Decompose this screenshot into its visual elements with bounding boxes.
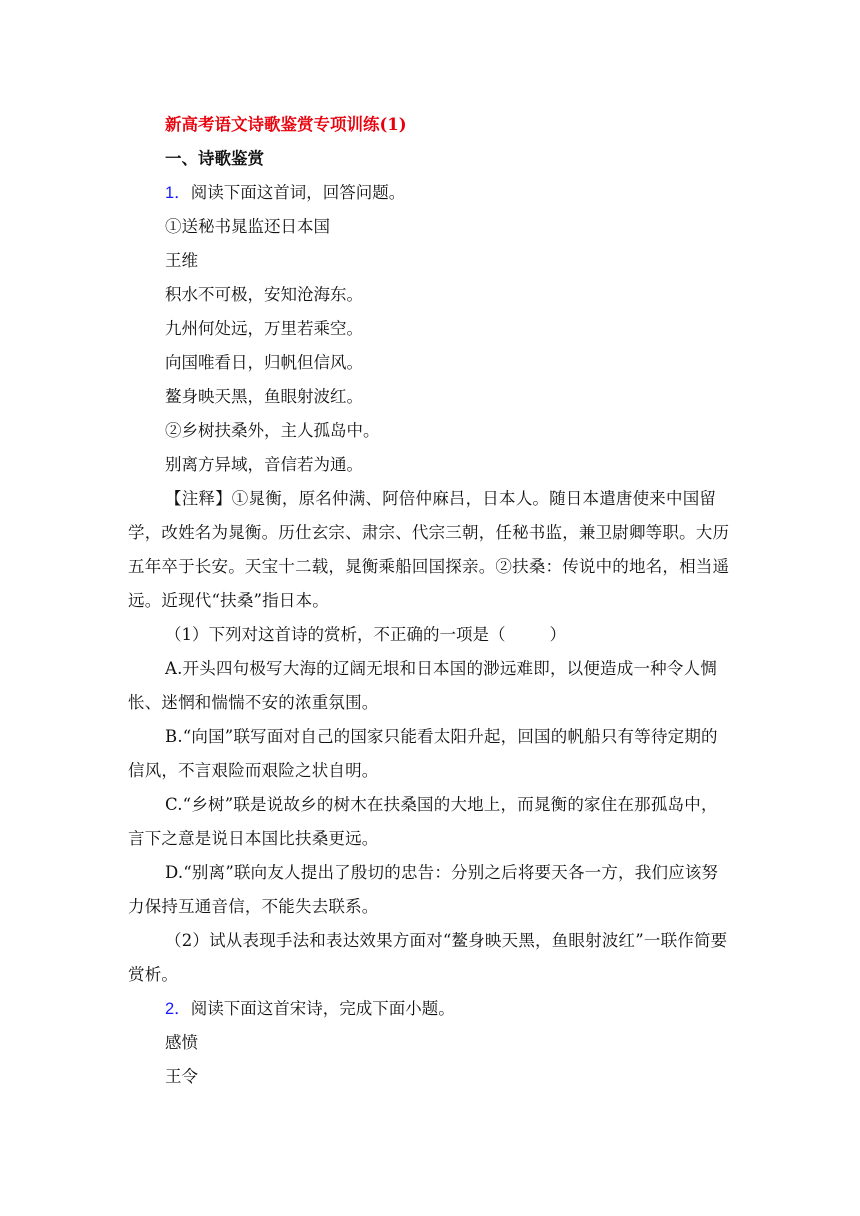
question-2-prompt: 2．阅读下面这首宋诗，完成下面小题。	[165, 999, 455, 1018]
question-number: 2．	[165, 1000, 191, 1018]
option-c: C.“乡树”联是说故乡的树木在扶桑国的大地上，而晁衡的家住在那孤岛中，言下之意是说日本国比扶桑更远。	[128, 795, 718, 848]
option-a: A.开头四句极写大海的辽阔无垠和日本国的渺远难即，以便造成一种令人惆怅、迷惘和惴惴不安的浓重氛围。	[128, 659, 717, 712]
poem-line: 鳌身映天黑，鱼眼射波红。	[165, 387, 363, 406]
document-title: 新高考语文诗歌鉴赏专项训练(1)	[165, 115, 407, 134]
poem-line: ②乡树扶桑外，主人孤岛中。	[165, 421, 380, 440]
sub-question-1: （1）下列对这首诗的赏析，不正确的一项是（ ）	[165, 625, 566, 644]
section-heading: 一、诗歌鉴赏	[165, 149, 264, 168]
poem-title: 感愤	[165, 1033, 198, 1052]
question-number: 1．	[165, 184, 191, 202]
poem-line: 积水不可极，安知沧海东。	[165, 285, 363, 304]
option-b: B.“向国”联写面对自己的国家只能看太阳升起，回国的帆船只有等待定期的信风，不言艰险而艰险之状自明。	[128, 727, 718, 780]
poem-author: 王令	[165, 1067, 198, 1086]
option-d: D.“别离”联向友人提出了殷切的忠告：分别之后将要天各一方，我们应该努力保持互通音信，不能失去联系。	[128, 863, 719, 916]
poem-line: 向国唯看日，归帆但信风。	[165, 353, 363, 372]
sub-question-2: （2）试从表现手法和表达效果方面对“鳌身映天黑，鱼眼射波红”一联作简要赏析。	[128, 931, 728, 984]
poem-line: 九州何处远，万里若乘空。	[165, 319, 363, 338]
poem-line: 别离方异域，音信若为通。	[165, 455, 363, 474]
annotation-note: 【注释】①晁衡，原名仲满、阿倍仲麻吕，日本人。随日本遣唐使来中国留学，改姓名为晁衡。历仕玄宗、肃宗、代宗三朝，任秘书监，兼卫尉卿等职。大历五年卒于长安。天宝十二载，晁衡乘船回国探亲。②扶桑：传说中的地名，相当遥远。近现代“扶桑”指日本。	[128, 489, 730, 610]
poem-title: ①送秘书晁监还日本国	[165, 217, 330, 236]
poem-author: 王维	[165, 251, 198, 270]
question-1-prompt: 1．阅读下面这首词，回答问题。	[165, 183, 406, 202]
